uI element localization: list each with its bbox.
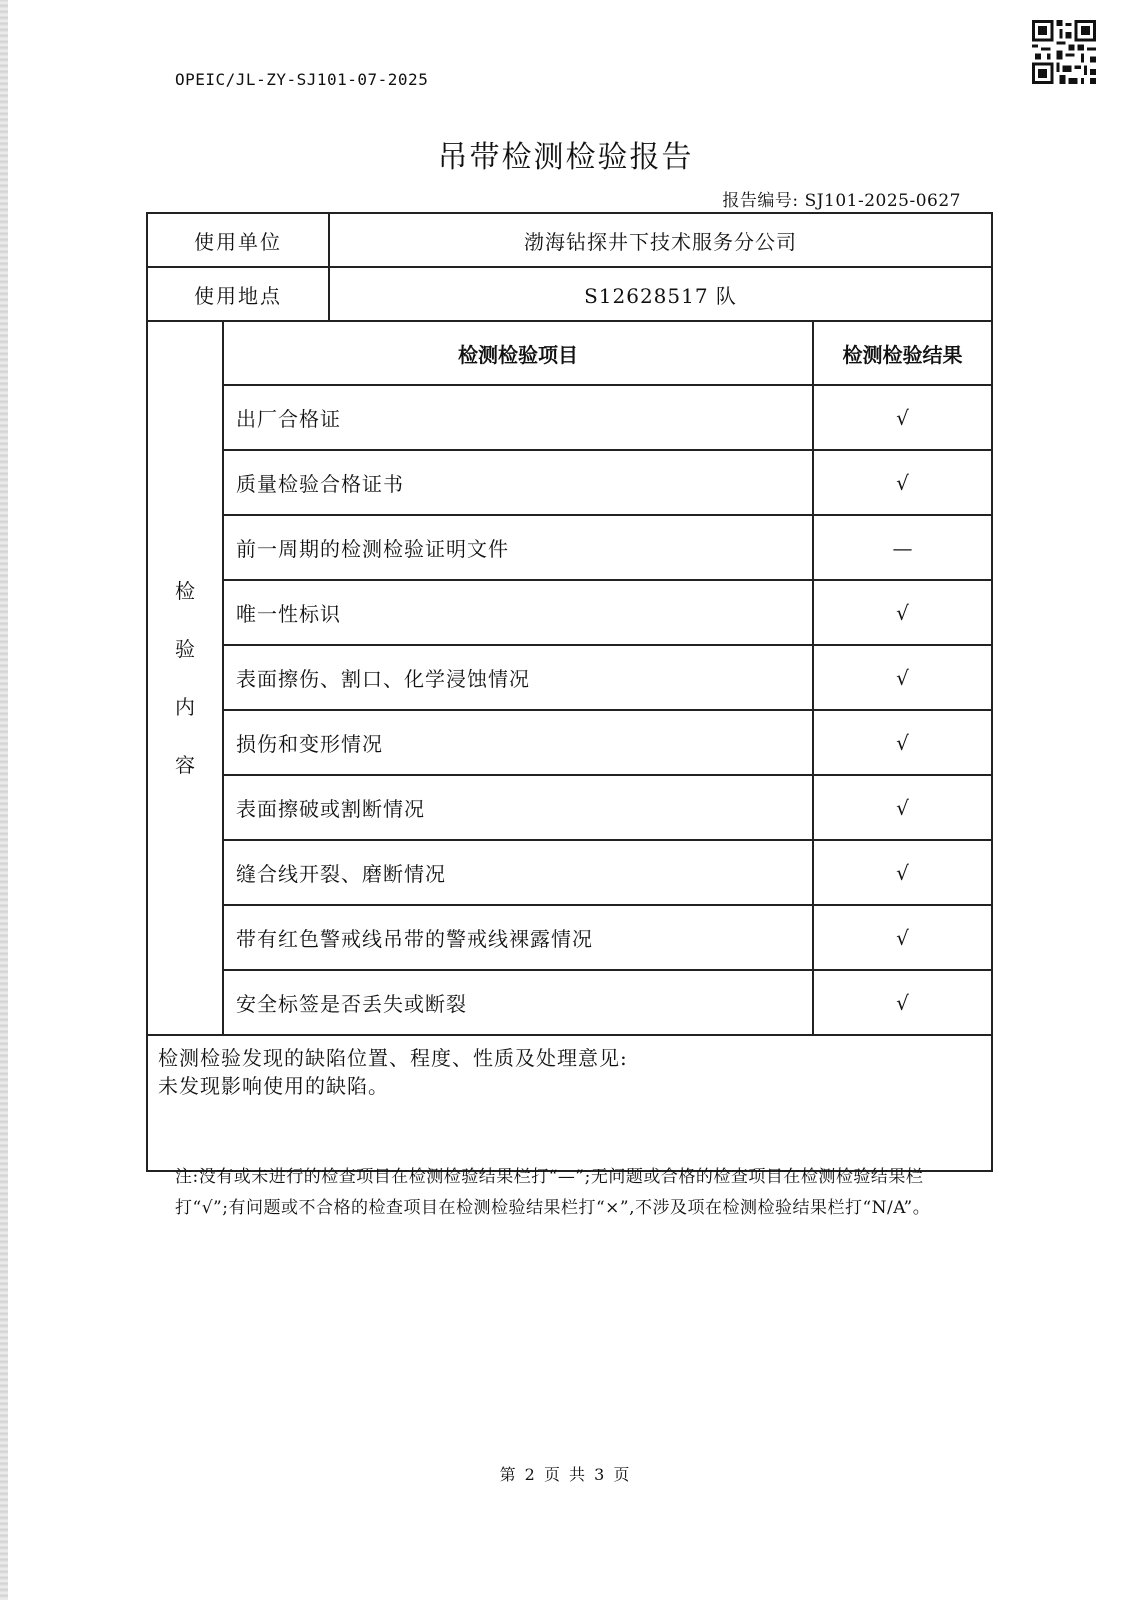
result-cell: √ xyxy=(813,450,992,515)
unit-label: 使用单位 xyxy=(147,213,329,267)
item-cell: 带有红色警戒线吊带的警戒线裸露情况 xyxy=(223,905,813,970)
scan-edge-artifact xyxy=(0,0,8,1600)
inspection-table xyxy=(146,212,993,1172)
document-code: OPEIC/JL-ZY-SJ101-07-2025 xyxy=(175,70,429,89)
findings-text: 未发现影响使用的缺陷。 xyxy=(158,1074,389,1098)
result-cell: √ xyxy=(813,775,992,840)
report-number-label: 报告编号: xyxy=(722,191,799,211)
page-title: 吊带检测检验报告 xyxy=(437,140,694,175)
findings-row xyxy=(147,1035,992,1171)
table-row xyxy=(147,580,992,645)
result-cell: — xyxy=(813,515,992,580)
findings-cell xyxy=(147,1035,992,1171)
table-row xyxy=(147,710,992,775)
item-cell: 前一周期的检测检验证明文件 xyxy=(223,515,813,580)
item-cell: 损伤和变形情况 xyxy=(223,710,813,775)
table-row xyxy=(147,385,992,450)
table-row xyxy=(147,905,992,970)
column-header-item: 检测检验项目 xyxy=(223,321,813,385)
qr-code-icon xyxy=(1032,20,1096,84)
location-value: S12628517 队 xyxy=(329,267,992,321)
report-number-value: SJ101-2025-0627 xyxy=(804,191,961,211)
item-cell: 表面擦伤、割口、化学浸蚀情况 xyxy=(223,645,813,710)
table-row xyxy=(147,970,992,1035)
item-cell: 唯一性标识 xyxy=(223,580,813,645)
table-header-row xyxy=(147,321,992,385)
result-cell: √ xyxy=(813,905,992,970)
item-cell: 质量检验合格证书 xyxy=(223,450,813,515)
footnote: 注:没有或未进行的检查项目在检测检验结果栏打“—”;无问题或合格的检查项目在检测检验结果栏打“√”;有问题或不合格的检查项目在检测检验结果栏打“×”,不涉及项在检测检验结果栏打“N/A”。 xyxy=(175,1167,931,1218)
item-cell: 安全标签是否丢失或断裂 xyxy=(223,970,813,1035)
result-cell: √ xyxy=(813,970,992,1035)
findings-label: 检测检验发现的缺陷位置、程度、性质及处理意见: xyxy=(158,1046,628,1070)
item-cell: 缝合线开裂、磨断情况 xyxy=(223,840,813,905)
result-cell: √ xyxy=(813,580,992,645)
item-cell: 表面擦破或割断情况 xyxy=(223,775,813,840)
table-row xyxy=(147,840,992,905)
column-header-result: 检测检验结果 xyxy=(813,321,992,385)
section-label-inspection-content: 检 验 内 容 xyxy=(147,321,223,1035)
result-cell: √ xyxy=(813,645,992,710)
result-cell: √ xyxy=(813,710,992,775)
location-label: 使用地点 xyxy=(147,267,329,321)
location-row xyxy=(147,267,992,321)
table-row xyxy=(147,515,992,580)
table-row xyxy=(147,450,992,515)
unit-row xyxy=(147,213,992,267)
result-cell: √ xyxy=(813,840,992,905)
item-cell: 出厂合格证 xyxy=(223,385,813,450)
table-row xyxy=(147,645,992,710)
page-number: 第 2 页 共 3 页 xyxy=(499,1465,632,1484)
table-row xyxy=(147,775,992,840)
unit-value: 渤海钻探井下技术服务分公司 xyxy=(329,213,992,267)
result-cell: √ xyxy=(813,385,992,450)
report-number xyxy=(722,186,961,211)
